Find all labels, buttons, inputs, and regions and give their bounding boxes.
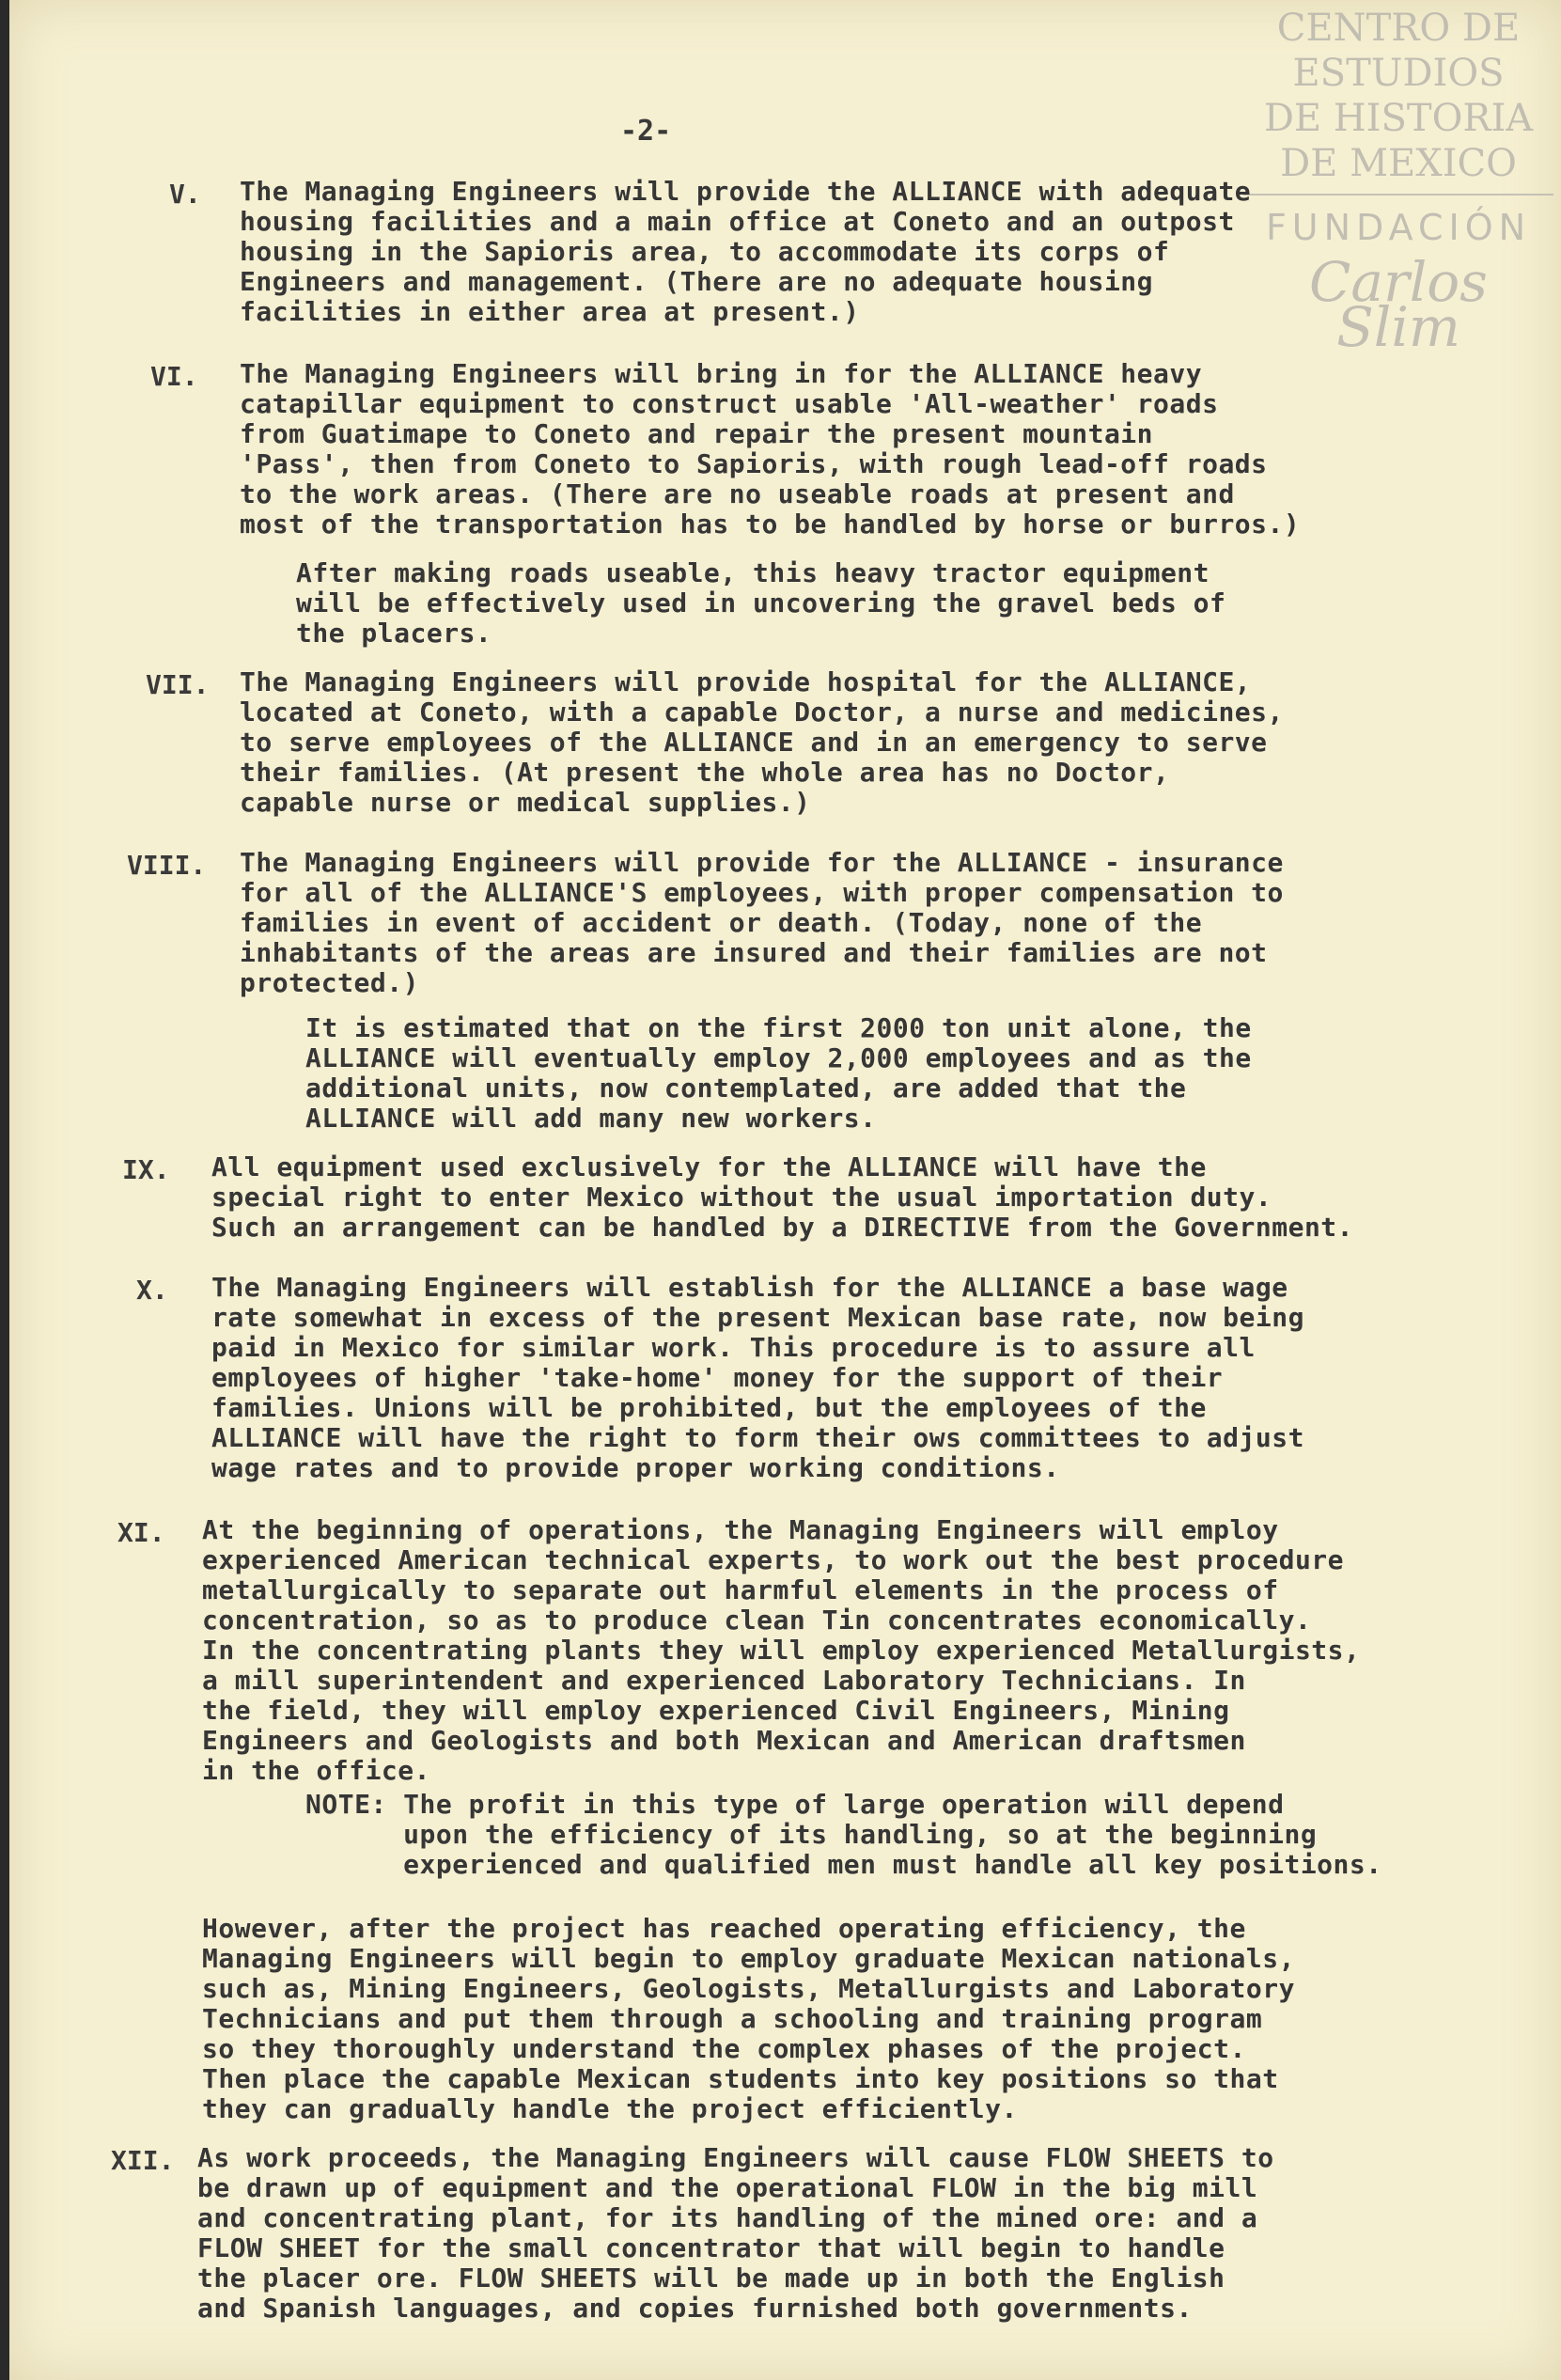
section-subtext-viii: It is estimated that on the first 2000 ton unit alone, the ALLIANCE will eventually employ 2,000 employees and as the additional units, now contemplated, are added that the ALLIANCE will add many new workers. [305,1012,1252,1134]
section-text-vii: The Managing Engineers will provide hospital for the ALLIANCE, located at Coneto, with a capable Doctor, a nurse and medicines, to serve employees of the ALLIANCE and in an emergency to serve their families. (At present the whole area has no Doctor, capable nurse or medical supplies.) [240,666,1284,818]
watermark-foundation: FUNDACIÓN [1265,207,1532,248]
watermark-line: DE MEXICO [1280,142,1517,185]
watermark-signature: Carlos Slim [1309,250,1488,359]
watermark-line: DE HISTORIA [1263,97,1534,140]
scan-edge [0,0,9,2380]
section-numeral-v: V. [169,179,201,210]
section-text-v: The Managing Engineers will provide the ALLIANCE with adequate housing facilities and a main office at Coneto and an outpost housing in the Sapioris area, to accommodate its corps of Engineers and management. (There are no adequate housing facilities in either area at present.) [240,176,1252,327]
page-number: -2- [620,115,672,148]
watermark-line: CENTRO DE [1276,7,1521,50]
section-numeral-x: X. [136,1275,168,1306]
section-text-xii: As work proceeds, the Managing Engineers will cause FLOW SHEETS to be drawn up of equipment and the operational FLOW in the big mill and concentrating plant, for its handling of the mined ore: and a FLOW SHEET for the small concentrator that will begin to handle the placer ore. FLOW SHEETS will be made up in both the English and Spanish languages, and copies furnished both governments. [197,2142,1274,2324]
section-subtext-vi: After making roads useable, this heavy tractor equipment will be effectively used in uncovering the gravel beds of the placers. [296,557,1226,649]
section-numeral-viii: VIII. [127,850,207,881]
section-text-ix: All equipment used exclusively for the ALLIANCE will have the special right to enter Mexico without the usual importation duty. Such an arrangement can be handled by a DIRECTIVE from the Government. [211,1151,1354,1243]
section-text-x: The Managing Engineers will establish for the ALLIANCE a base wage rate somewhat in excess of the present Mexican base rate, now being paid in Mexico for similar work. This procedure is to assure all employees of higher 'take-home' money for the support of their families. Unions will be prohibited, but the employees of the ALLIANCE will have the right to form their ows committees to adjust wage rates and to provide proper working conditions. [211,1272,1304,1483]
section-numeral-ix: IX. [122,1154,170,1185]
section-numeral-vi: VI. [150,361,198,392]
watermark-divider [1243,194,1553,196]
section-text-vi: The Managing Engineers will bring in for the ALLIANCE heavy catapillar equipment to construct usable 'All-weather' roads from Guatimape to Coneto and repair the present mountain 'Pass', then from Coneto to Sapioris, with rough lead-off roads to the work areas. (There are no useable roads at present and most of the transportation has to be handled by horse or burros.) [240,358,1301,540]
section-numeral-xi: XI. [117,1517,165,1548]
archive-watermark [1243,6,1553,359]
section-numeral-vii: VII. [146,669,210,700]
section-note-xi: NOTE: The profit in this type of large operation will depend upon the efficiency of its handling, so at the beginning experienced and qualified men must handle all key positions. [305,1789,1382,1880]
section-numeral-xii: XII. [111,2145,175,2176]
section-text-viii: The Managing Engineers will provide for the ALLIANCE - insurance for all of the ALLIANCE'S employees, with proper compensation to families in event of accident or death. (Today, none of the inhabitants of the areas are insured and their families are not protected.) [240,847,1284,998]
document-page [9,0,1561,2380]
section-paragraph-xi: However, after the project has reached operating efficiency, the Managing Engineers will begin to employ graduate Mexican nationals, such as, Mining Engineers, Geologists, Metallurgists and Laboratory Technicians and put them through a schooling and training program so they thoroughly understand the complex phases of the project. Then place the capable Mexican students into key positions so that they can gradually handle the project efficiently. [202,1913,1295,2124]
watermark-line: ESTUDIOS [1292,52,1505,95]
section-text-xi: At the beginning of operations, the Managing Engineers will employ experienced American technical experts, to work out the best procedure metallurgically to separate out harmful elements in the process of concentration, so as to produce clean Tin concentrates economically. In the concentrating plants they will employ experienced Metallurgists, a mill superintendent and experienced Laboratory Technicians. In the field, they will employ experienced Civil Engineers, Mining Engineers and Geologists and both Mexican and American draftsmen in the office. [202,1514,1361,1786]
